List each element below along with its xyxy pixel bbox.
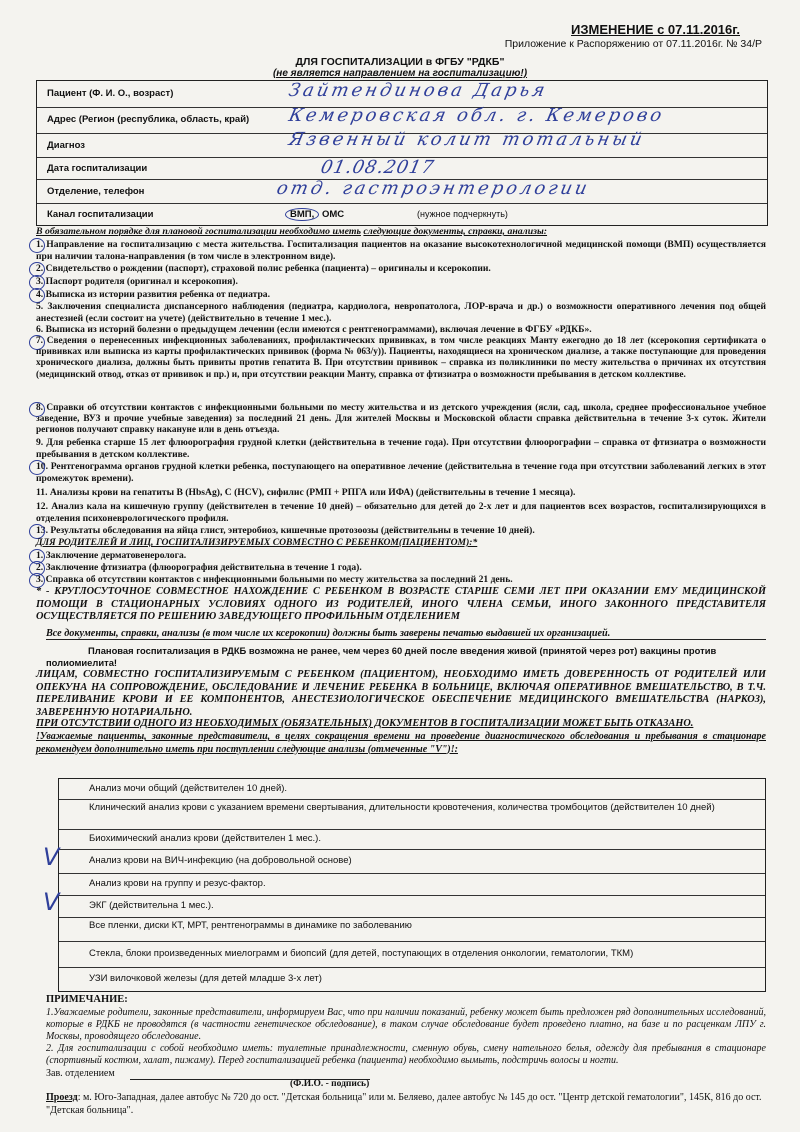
power-of-attorney-note: ЛИЦАМ, СОВМЕСТНО ГОСПИТАЛИЗИРУЕМЫМ С РЕБЕНКОМ (ПАЦИЕНТОМ), НЕОБХОДИМО ИМЕТЬ ДОВЕРЕННОСТЬ ОТ РОДИТЕЛЕЙ ИЛИ ОПЕКУНА НА СОПРОВОЖДЕНИЕ, ОБСЛЕДОВАНИЕ И ЛЕЧЕНИЕ РЕБЕНКА В БОЛЬНИЦЕ, ВКЛЮЧАЯ ОПЕРАТИВНОЕ ВМЕШАТЕЛЬСТВО, В Т.Ч. ПЕРЕЛИВАНИЕ КРОВИ И ЕЕ КОМПОНЕНТОВ, АНЕСТЕЗИОЛОГИЧЕСКОЕ ОБЕСПЕЧЕНИЕ МЕДИЦИНСКОГО ВМЕШАТЕЛЬСТВА (НАРКОЗ), ЗАВЕРЕННУЮ НОТАРИАЛЬНО. — [36, 669, 766, 718]
certified-note: Все документы, справки, анализы (в том числе их ксерокопии) должны быть заверены печатью выдавшей их организацией. — [46, 628, 766, 640]
analysis-row — [59, 873, 765, 896]
cohabitation-note: * - КРУГЛОСУТОЧНОЕ СОВМЕСТНОЕ НАХОЖДЕНИЕ С РЕБЕНКОМ В ВОЗРАСТЕ СТАРШЕ СЕМИ ЛЕТ ПРИ ОКАЗАНИИ ЕМУ МЕДИЦИНСКОЙ ПОМОЩИ В СТАЦИОНАРНЫХ УСЛОВИЯХ ОДНОГО ИЗ РОДИТЕЛЕЙ, ИНОГО ЧЛЕНА СЕМЬИ, ИНОГО ЗАКОННОГО ПРЕДСТАВИТЕЛЯ ОСУЩЕСТВЛЯЕТСЯ ПО РЕШЕНИЮ ЗАВЕДУЮЩЕГО ПРОФИЛЬНЫМ ОТДЕЛЕНИЕМ — [36, 586, 766, 622]
hand-circle-mark — [29, 288, 45, 303]
analysis-row — [59, 779, 765, 800]
analysis-label: УЗИ вилочковой железы (для детей младше 3-х лет) — [89, 973, 322, 984]
requirement-item-8: 8. Справки об отсутствии контактов с инфекционными больными по месту жительства и из детского учреждения (ясли, сад, школа, среднее профессиональное учебное заведение, ВУЗ и прочие учебные заведения) за последний 21 день. Для жителей Москвы и Московской области справка действительна в течение 3-х суток. Жители регионов получают справку накануне или в день отъезда. — [36, 403, 766, 436]
requirement-item-2: 2. Свидетельство о рождении (паспорт), страховой полис ребенка (пациента) – оригиналы и ксерокопии. — [36, 263, 491, 274]
change-date-header: ИЗМЕНЕНИЕ с 07.11.2016г. — [571, 22, 740, 37]
analysis-label: Клинический анализ крови с указанием времени свертывания, длительности кровотечения, количества тромбоцитов (действителен 10 дней) — [89, 802, 715, 813]
analysis-label: Анализ крови на ВИЧ-инфекцию (на добровольной основе) — [89, 855, 352, 866]
parents-item-1: 1. Заключение дерматовенеролога. — [36, 550, 187, 561]
travel-label: Проезд — [46, 1092, 78, 1103]
patient-value: Зайтендинова Дарья — [286, 80, 550, 101]
channel-oms: ОМС — [322, 209, 345, 220]
channel-hint: (нужное подчеркнуть) — [417, 209, 508, 219]
analysis-row — [59, 967, 765, 991]
lead-suffix: следующие документы, справки, анализы: — [363, 226, 548, 237]
requirement-item-5: 5. Заключения специалиста диспансерного наблюдения (педиатра, кардиолога, невропатолога, ЛОР-врача и др.) о возможности оперативного лечения под общей анестезией (если состоит на учете) (действительно в течение 1 мес.). — [36, 301, 766, 324]
check-mark-icon: V — [43, 843, 60, 871]
diagnosis-label: Диагноз — [47, 140, 85, 151]
refusal-warning: ПРИ ОТСУТСТВИИ ОДНОГО ИЗ НЕОБХОДИМЫХ (ОБЯЗАТЕЛЬНЫХ) ДОКУМЕНТОВ В ГОСПИТАЛИЗАЦИИ МОЖЕТ БЫТЬ ОТКАЗАНО. — [36, 718, 694, 729]
requirement-item-9: 9. Для ребенка старше 15 лет флюорография грудной клетки (действительна в течение года). При отсутствии флюорографии – справка от фтизиатра о возможности пребывания в детском коллективе. — [36, 437, 766, 460]
parents-item-2: 2. Заключение фтизиатра (флюорография действительна в течение 1 года). — [36, 562, 362, 573]
channel-label: Канал госпитализации — [47, 209, 154, 220]
requirement-item-4: 4. Выписка из истории развития ребенка от педиатра. — [36, 289, 270, 300]
hand-circle-mark — [29, 335, 45, 350]
requirement-item-7: 7. Сведения о перенесенных инфекционных заболеваниях, профилактических прививках, в том числе реакциях Манту ежегодно до 18 лет (ксерокопия сертификата о прививках или выписка из карты профилактических прививок (форма № 063/у)). Пациенты, находящиеся на хроническом диализе, а также поступающие для проведения хронического диализа, должны быть привиты против гепатита В. При отсутствии прививок – справка из поликлиники по месту жительства о причинах их отсутствия (медицинский отвод, отказ от прививок и пр.) и, при отсутствии реакции Манту, справка от фтизиатра о возможности пребывания в детском коллективе. — [36, 336, 766, 380]
head-of-department-label: Зав. отделением — [46, 1068, 115, 1079]
travel-text: : м. Юго-Западная, далее автобус № 720 до ост. "Детская больница" или м. Беляево, далее автобус № 145 до ост. "Центр детской гематологии", 145К, 816 до ост. "Детская больница". — [46, 1092, 762, 1116]
department-label: Отделение, телефон — [47, 186, 145, 197]
patient-form — [36, 80, 768, 226]
requirement-item-6: 6. Выписка из историй болезни о предыдущем лечении (если имеются с рентгенограммами), включая лечение в ФГБУ «РДКБ». — [36, 324, 592, 335]
hand-circle-mark — [29, 238, 45, 253]
hand-circle-mark — [29, 460, 45, 475]
date-value: 01.08.2017 — [318, 157, 437, 178]
requirement-item-3: 3. Паспорт родителя (оригинал и ксерокопия). — [36, 276, 238, 287]
analysis-label: Анализ крови на группу и резус-фактор. — [89, 878, 266, 889]
travel-directions — [46, 1092, 766, 1117]
parents-heading: ДЛЯ РОДИТЕЛЕЙ И ЛИЦ, ГОСПИТАЛИЗИРУЕМЫХ СОВМЕСТНО С РЕБЕНКОМ(ПАЦИЕНТОМ):* — [36, 537, 478, 548]
channel-vmp: ВМП, — [285, 208, 319, 221]
analysis-label: Биохимический анализ крови (действителен 1 мес.). — [89, 833, 321, 844]
lead-prefix: В обязательном порядке для плановой госпитализации необходимо иметь — [36, 226, 361, 237]
analysis-row — [43, 888, 765, 918]
address-value: Кемеровская обл. г. Кемерово — [286, 105, 667, 126]
analysis-label: Анализ мочи общий (действителен 10 дней). — [89, 783, 288, 794]
document-subtitle: (не является направлением на госпитализацию!) — [272, 68, 528, 79]
hand-circle-mark — [29, 402, 45, 417]
check-mark-icon: V — [43, 888, 60, 916]
analysis-row — [59, 941, 765, 968]
department-value: отд. гастроэнтерологии — [274, 178, 592, 199]
parents-item-3: 3. Справка об отсутствии контактов с инфекционными больными по месту жительства за последний 21 день. — [36, 574, 513, 585]
requirement-item-12: 12. Анализ кала на кишечную группу (действителен в течение 10 дней) – обязательно для детей до 2-х лет и для пациентов всех возрастов, госпитализирующихся в отделения психоневрологического профиля. — [36, 501, 766, 524]
analysis-label: ЭКГ (действительна 1 мес.). — [89, 900, 214, 911]
analysis-label: Все пленки, диски КТ, МРТ, рентгенограммы в динамике по заболеванию — [89, 920, 412, 931]
date-label: Дата госпитализации — [47, 163, 148, 174]
note-2: 2. Для госпитализации с собой необходимо иметь: туалетные принадлежности, сменную обувь, смену нательного белья, одежду для пребывания в стационаре (спортивный костюм, халат, пижаму). Перед госпитализацией ребенка (пациента) необходимо вымыть, подстричь волосы и ногти. — [46, 1043, 766, 1066]
notes-heading: ПРИМЕЧАНИЕ: — [46, 994, 128, 1005]
form-row-diagnosis — [37, 129, 767, 158]
analysis-row — [59, 917, 765, 942]
note-1: 1.Уважаемые родители, законные представители, информируем Вас, что при наличии показаний, ребенку может быть предложен ряд дополнительных исследований, которые в РДКБ не проводятся (в частности генетическое обследование), в таком случае обследование будет проведено платно, на базе и по расценкам ЛПУ г. Москвы, проводящего обследование. — [46, 1007, 766, 1042]
address-label: Адрес (Регион (республика, область, край) — [47, 114, 250, 125]
patient-label: Пациент (Ф. И. О., возраст) — [47, 88, 174, 99]
diagnosis-value: Язвенный колит тотальный — [286, 129, 647, 150]
recommendation-note: !Уважаемые пациенты, законные представители, в целях сокращения времени на проведение диагностического обследования и пребывания в стационаре рекомендуем дополнительно иметь при поступлении следующие анализы (отмеченные "V")!: — [36, 731, 766, 755]
requirement-item-11: 11. Анализы крови на гепатиты В (HbsAg), С (HCV), сифилис (РМП + РПГА или ИФА) (действительны в течение 1 месяца). — [36, 487, 576, 498]
requirements-lead — [36, 226, 547, 237]
analysis-row — [59, 829, 765, 850]
requirement-item-1: 1. Направление на госпитализацию с места жительства. Госпитализация пациентов на оказание высокотехнологичной медицинской помощи (ВМП) осуществляется при наличии талона-направления (в том числе в электронном виде). — [36, 239, 766, 262]
form-row-department — [37, 179, 767, 204]
analysis-label: Стекла, блоки произведенных миелограмм и биопсий (для детей, поступающих в отделения онкологии, гематологии, ТКМ) — [89, 948, 634, 959]
requirement-item-10: 10. Рентгенограмма органов грудной клетки ребенка, поступающего на оперативное лечение (действительна в течение года при отсутствии заболеваний легких в этот промежуток времени). — [36, 461, 766, 484]
form-row-patient — [37, 81, 767, 108]
analysis-row — [59, 799, 765, 830]
analysis-row — [43, 843, 765, 874]
form-row-channel — [37, 203, 767, 225]
requirement-item-13: 13. Результаты обследования на яйца глист, энтеробиоз, кишечные протозоозы (действительны в течение 10 дней). — [36, 525, 535, 536]
signature-hint: (Ф.И.О. - подпись) — [290, 1079, 370, 1089]
document-title: ДЛЯ ГОСПИТАЛИЗАЦИИ в ФГБУ "РДКБ" — [295, 56, 505, 68]
planned-hospitalization-note: Плановая госпитализация в РДКБ возможна не ранее, чем через 60 дней после введения живой (принятой через рот) вакцины против полиомиелита! — [46, 645, 717, 668]
analyses-table — [43, 778, 766, 992]
form-row-date — [37, 157, 767, 180]
appendix-note: Приложение к Распоряжению от 07.11.2016г. № 34/Р — [504, 38, 762, 50]
